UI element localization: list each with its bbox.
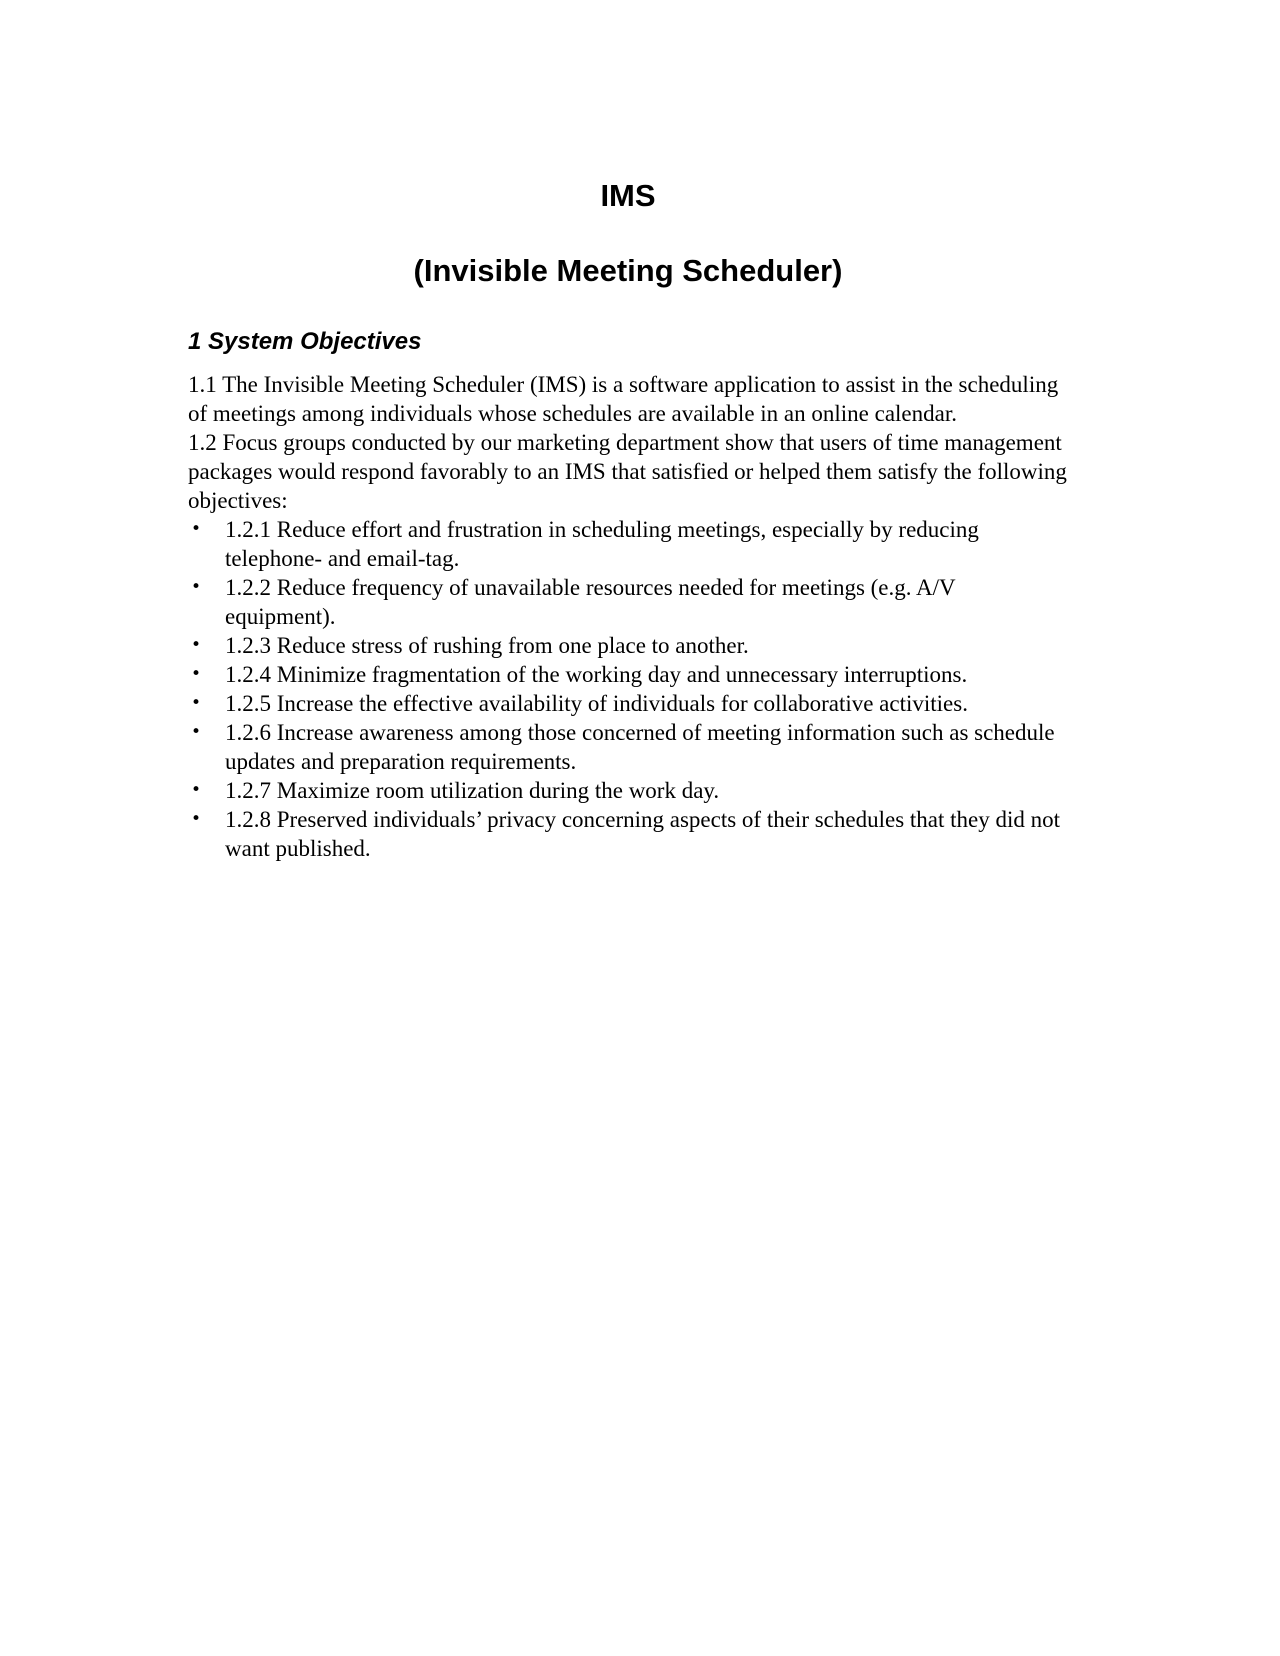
objective-text: 1.2.4 Minimize fragmentation of the working day and unnecessary interruptions. xyxy=(225,662,968,687)
bullet-icon: • xyxy=(191,664,202,684)
list-item xyxy=(188,776,1068,805)
list-item xyxy=(188,805,1068,863)
bullet-icon: • xyxy=(191,809,202,829)
list-item xyxy=(188,515,1068,573)
section-body xyxy=(188,370,1068,863)
objective-text: 1.2.2 Reduce frequency of unavailable resources needed for meetings (e.g. A/V equipment). xyxy=(225,575,956,629)
bullet-icon: • xyxy=(191,780,202,800)
list-item xyxy=(188,631,1068,660)
objective-text: 1.2.1 Reduce effort and frustration in scheduling meetings, especially by reducing telephone- and email-tag. xyxy=(225,517,979,571)
bullet-icon: • xyxy=(191,519,202,539)
section-heading: 1 System Objectives xyxy=(188,328,422,355)
objective-text: 1.2.3 Reduce stress of rushing from one place to another. xyxy=(225,633,749,658)
document-subtitle: (Invisible Meeting Scheduler) xyxy=(413,253,843,288)
objective-text: 1.2.7 Maximize room utilization during the work day. xyxy=(225,778,720,803)
bullet-icon: • xyxy=(191,577,202,597)
document-title: IMS xyxy=(600,178,656,213)
list-item xyxy=(188,718,1068,776)
bullet-icon: • xyxy=(191,693,202,713)
bullet-icon: • xyxy=(191,722,202,742)
paragraph-1-2: 1.2 Focus groups conducted by our marketing department show that users of time management packages would respond favorably to an IMS that satisfied or helped them satisfy the following objectives: xyxy=(188,430,1067,513)
list-item xyxy=(188,660,1068,689)
bullet-icon: • xyxy=(191,635,202,655)
list-item xyxy=(188,573,1068,631)
objective-text: 1.2.6 Increase awareness among those concerned of meeting information such as schedule updates and preparation requirements. xyxy=(225,720,1055,774)
objective-text: 1.2.8 Preserved individuals’ privacy concerning aspects of their schedules that they did not want published. xyxy=(225,807,1061,861)
paragraph-1-1: 1.1 The Invisible Meeting Scheduler (IMS) is a software application to assist in the scheduling of meetings among individuals whose schedules are available in an online calendar. xyxy=(188,372,1059,426)
list-item xyxy=(188,689,1068,718)
objective-text: 1.2.5 Increase the effective availability of individuals for collaborative activities. xyxy=(225,691,968,716)
objectives-list xyxy=(188,515,1068,863)
